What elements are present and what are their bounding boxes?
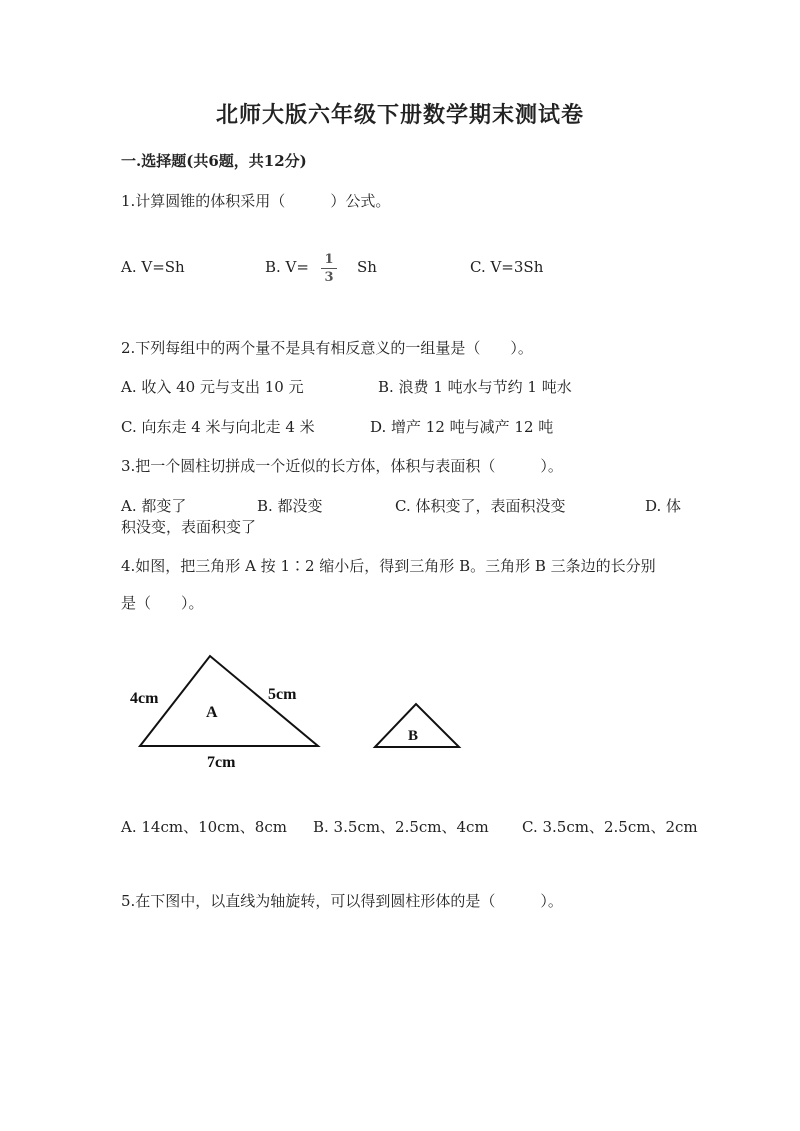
q3-option-a: A. 都变了 (121, 497, 187, 515)
question-4-line2: 是（ ）。 (121, 594, 204, 612)
fraction-numerator: 1 (324, 252, 334, 267)
q3-option-b: B. 都没变 (257, 497, 323, 515)
question-5: 5.在下图中，以直线为轴旋转，可以得到圆柱形体的是（ ）。 (121, 892, 563, 910)
q4-option-c: C. 3.5cm、2.5cm、2cm (522, 818, 698, 836)
triangle-b-label: B (408, 728, 419, 744)
q3-option-d-part1: D. 体 (645, 497, 682, 515)
question-3: 3.把一个圆柱切拼成一个近似的长方体，体积与表面积（ ）。 (121, 457, 563, 475)
fraction-denominator: 3 (324, 270, 334, 285)
q2-option-b: B. 浪费 1 吨水与节约 1 吨水 (378, 378, 572, 396)
page-title: 北师大版六年级下册数学期末测试卷 (215, 102, 584, 128)
section-heading: 一.选择题(共6题，共12分) (121, 152, 307, 170)
q3-option-d-part2: 积没变，表面积变了 (121, 518, 257, 536)
fraction-bar (321, 268, 337, 269)
question-4-line1: 4.如图，把三角形 A 按 1∶2 缩小后，得到三角形 B。三角形 B 三条边的长分别 (121, 557, 656, 575)
q2-option-c: C. 向东走 4 米与向北走 4 米 (121, 418, 315, 436)
q2-option-a: A. 收入 40 元与支出 10 元 (121, 378, 304, 396)
question-1: 1.计算圆锥的体积采用（ ）公式。 (121, 192, 391, 210)
q1-fraction-one-third (321, 252, 337, 285)
q4-option-b: B. 3.5cm、2.5cm、4cm (313, 818, 489, 836)
triangle-a-label: A (206, 704, 218, 721)
question-2: 2.下列每组中的两个量不是具有相反意义的一组量是（ ）。 (121, 339, 533, 357)
q1-option-c: C. V=3Sh (470, 258, 544, 276)
q3-option-c: C. 体积变了，表面积没变 (395, 497, 566, 515)
side-bottom-label: 7cm (207, 754, 236, 771)
side-right-label: 5cm (268, 686, 297, 703)
q1-option-a: A. V=Sh (121, 258, 185, 276)
side-left-label: 4cm (130, 690, 159, 707)
triangle-figure (120, 645, 480, 775)
q1-option-b-prefix: B. V= (265, 258, 309, 276)
q4-option-a: A. 14cm、10cm、8cm (121, 818, 287, 836)
q1-option-b-suffix: Sh (357, 258, 377, 276)
q2-option-d: D. 增产 12 吨与减产 12 吨 (370, 418, 554, 436)
